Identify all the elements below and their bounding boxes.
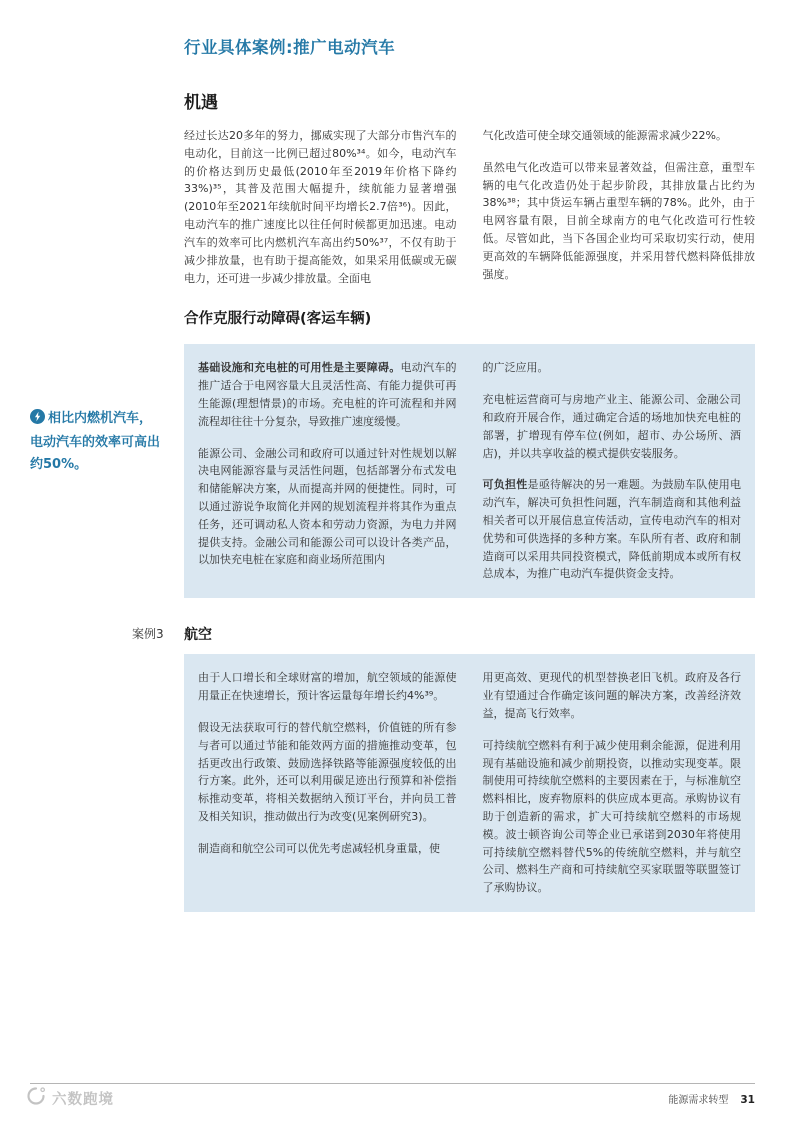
section-heading-opportunity: 机遇: [184, 93, 218, 113]
paragraph: 气化改造可使全球交通领域的能源需求减少22%。: [482, 129, 727, 142]
paragraph: 用更高效、更现代的机型替换老旧飞机。政府及各行业有望通过合作确定该问题的解决方案，改善经济效益，提高飞行效率。: [482, 671, 741, 720]
intro-right-column: [483, 127, 756, 287]
paragraph: 虽然电气化改造可以带来显著效益，但需注意，重型车辆的电气化改造仍处于起步阶段，其排放量占比约为38%³⁸；其中货运车辆占重型车辆的78%。此外，由于电网容量有限，目前全球南方的电气化改造可行性较低。尽管如此，当下各国企业均可采取切实行动，使用更高效的车辆降低能源强度，并采用替代燃料降低排放强度。: [482, 160, 755, 281]
page-title: 行业具体案例:推广电动汽车: [184, 38, 396, 57]
case3-heading-row: [132, 624, 755, 644]
watermark-text: 六数跑境: [52, 1091, 114, 1108]
watermark-logo: [26, 1086, 114, 1110]
logo-swirl-icon: [26, 1086, 46, 1110]
paragraph: 经过长达20多年的努力，挪威实现了大部分市售汽车的电动化，目前这一比例已超过80%³⁴。如今，电动汽车的价格达到历史最低(2010年至2019年价格下降约33%)³⁵，其普及范围大幅提升，续航能力显著增强(2010年至2021年续航时间平均增长2.7倍³⁶)。因此，电动汽车的推广速度比以往任何时候都更加迅速。电动汽车的效率可比内燃机汽车高出约50%³⁷，不仅有助于减少排放量，也有助于提高能效，如果采用低碳或无碳电力，还可进一步减少排放量。全面电: [184, 129, 457, 285]
paragraph-text: 电动汽车的推广适合于电网容量大且灵活性高、有能力提供可再生能源(理想情景)的市场。充电桩的许可流程和并网流程却往往十分复杂，导致推广速度缓慢。: [198, 361, 457, 428]
case3-heading: 航空: [184, 627, 212, 644]
intro-two-column-layout: [184, 127, 755, 287]
bold-lead-text: 基础设施和充电桩的可用性是主要障碍。: [198, 361, 401, 375]
stat-callout-text: 相比内燃机汽车，电动汽车的效率可高出约50%。: [30, 411, 161, 473]
paragraph: [483, 476, 742, 583]
paragraph: 由于人口增长和全球财富的增加，航空领域的能源使用量正在快速增长，预计客运量每年增长约4%³⁹。: [198, 671, 457, 703]
paragraph: 能源公司、金融公司和政府可以通过针对性规划以解决电网能源容量与灵活性问题，包括部署分布式发电和储能解决方案，从而提高并网的便捷性。同时，可以通过游说争取简化并网的规划流程并将其作为重点任务，还可调动私人资本和劳动力资源，为电力并网提供支持。金融公司和能源公司可以设计各类产品，以加快充电桩在家庭和商业场所范围内: [198, 446, 457, 567]
paragraph: 的广泛应用。: [482, 361, 549, 375]
footer-section-label: 能源需求转型: [668, 1095, 729, 1106]
paragraph: [198, 359, 457, 430]
bold-lead-text: 可负担性: [482, 478, 528, 492]
paragraph: 假设无法获取可行的替代航空燃料，价值链的所有参与者可以通过节能和能效两方面的措施推动变革，包括更改出行政策、鼓励选择铁路等能源强度较低的出行方案。此外，还可以利用碳足迹出行预算和补偿指标推动变革，将相关数据纳入预订平台，并向员工普及相关知识，推动做出行为改变(见案例研究3)。: [198, 720, 457, 823]
box-right-column: [483, 669, 742, 897]
paragraph: 充电桩运营商可与房地产业主、能源公司、金融公司和政府开展合作，通过确定合适的场地加快充电桩的部署，扩增现有停车位(例如，超市、办公场所、酒店)，并以共享收益的模式提供安装服务。: [482, 393, 741, 460]
box-right-column: [483, 359, 742, 583]
paragraph-text: 是亟待解决的另一难题。为鼓励车队使用电动汽车，解决可负担性问题，汽车制造商和其他利益相关者可以开展信息宣传活动，宣传电动汽车的相对优势和可供选择的多种方案。车队所有者、政府和制造商可以采用共同投资模式，降低前期成本或所有权总成本，为推广电动汽车提供资金支持。: [482, 478, 741, 581]
aviation-highlight-box: [184, 654, 755, 912]
paragraph: 制造商和航空公司可以优先考虑减轻机身重量，使: [198, 841, 440, 855]
intro-left-column: [184, 127, 457, 287]
box-left-column: [198, 359, 457, 583]
case3-label: 案例3: [132, 627, 164, 642]
box-left-column: [198, 669, 457, 897]
main-content: [132, 34, 755, 912]
cooperation-highlight-box: [184, 344, 755, 598]
lightning-circle-icon: [30, 409, 45, 432]
paragraph: 可持续航空燃料有利于减少使用剩余能源，促进利用现有基础设施和减少前期投资，以推动实现变革。限制使用可持续航空燃料的主要因素在于，与标准航空燃料相比，废弃物原料的供应成本更高。承购协议有助于创造新的需求，扩大可持续航空燃料的市场规模。波士顿咨询公司等企业已承诺到2030年将使用可持续航空燃料替代5%的传统航空燃料，并与航空公司、燃料生产商和可持续航空买家联盟等联盟签订了承购协议。: [482, 738, 741, 895]
section-heading-cooperation: 合作克服行动障碍(客运车辆): [184, 311, 372, 328]
stat-callout: [30, 408, 164, 476]
page-footer: [30, 1083, 755, 1106]
page-number: 31: [740, 1094, 755, 1106]
